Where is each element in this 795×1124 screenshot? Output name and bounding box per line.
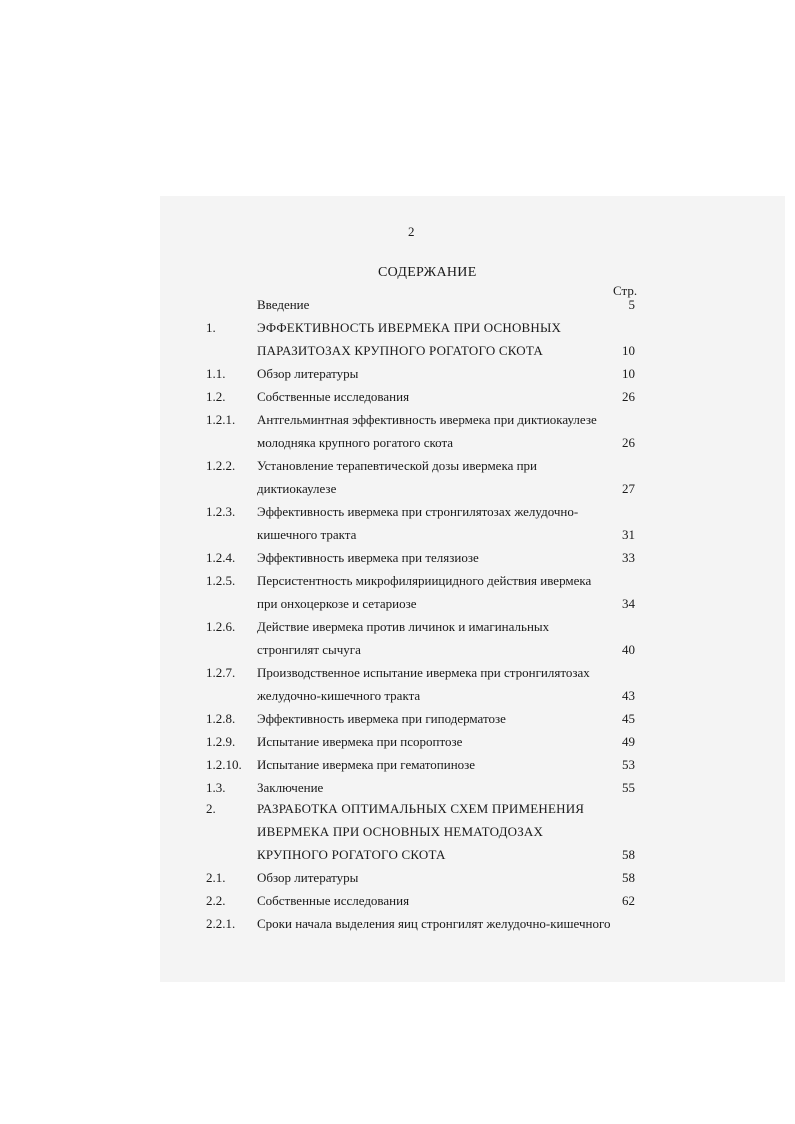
toc-entry-title: Обзор литературы xyxy=(257,870,359,885)
toc-entry xyxy=(0,709,795,729)
toc-entry-title: КРУПНОГО РОГАТОГО СКОТА xyxy=(257,847,446,862)
toc-entry-number: 1.2.3. xyxy=(206,504,236,519)
toc-entry xyxy=(0,433,795,453)
toc-entry-title: Собственные исследования xyxy=(257,893,410,908)
toc-entry-title: Действие ивермека против личинок и имагинальных xyxy=(257,619,550,634)
page-number: 2 xyxy=(408,224,415,239)
toc-entry xyxy=(0,387,795,407)
toc-entry-title: Испытание ивермека при псороптозе xyxy=(257,734,463,749)
toc-entry xyxy=(0,364,795,384)
page-column-header: Стр. xyxy=(613,283,638,298)
toc-entry xyxy=(0,663,795,683)
toc-entry-title: ИВЕРМЕКА ПРИ ОСНОВНЫХ НЕМАТОДОЗАХ xyxy=(257,824,544,839)
toc-entry-title: Эффективность ивермека при гиподерматозе xyxy=(257,711,506,726)
toc-entry-title: ПАРАЗИТОЗАХ КРУПНОГО РОГАТОГО СКОТА xyxy=(257,343,543,358)
toc-entry-number: 2. xyxy=(206,801,216,816)
toc-entry-number: 1.2.6. xyxy=(206,619,236,634)
toc-entry xyxy=(0,845,795,865)
toc-entry-page: 49 xyxy=(622,734,635,749)
toc-entry xyxy=(0,295,795,315)
toc-entry-title: Эффективность ивермека при стронгилятозах желудочно- xyxy=(257,504,579,519)
toc-entry xyxy=(0,548,795,568)
toc-entry-title: Введение xyxy=(257,297,310,312)
toc-entry-title: кишечного тракта xyxy=(257,527,357,542)
toc-entry-page: 26 xyxy=(622,389,635,404)
toc-entry-number: 1.2.9. xyxy=(206,734,236,749)
toc-entry xyxy=(0,914,795,934)
toc-entry-page: 34 xyxy=(622,596,635,611)
toc-entry-page: 55 xyxy=(622,780,635,795)
toc-entry-number: 1.1. xyxy=(206,366,226,381)
toc-entry-page: 10 xyxy=(622,343,635,358)
toc-entry xyxy=(0,617,795,637)
toc-entry-number: 2.2.1. xyxy=(206,916,236,931)
toc-entry-title: стронгилят сычуга xyxy=(257,642,361,657)
toc-entry-page: 53 xyxy=(622,757,635,772)
toc-entry-page: 62 xyxy=(622,893,635,908)
toc-entry-page: 58 xyxy=(622,847,635,862)
toc-entry-page: 5 xyxy=(628,297,635,312)
toc-entry xyxy=(0,778,795,798)
toc-entry-title: желудочно-кишечного тракта xyxy=(257,688,421,703)
toc-entry-number: 1.2.1. xyxy=(206,412,236,427)
toc-entry-number: 1.2.10. xyxy=(206,757,242,772)
toc-entry-title: Установление терапевтической дозы ивермека при xyxy=(257,458,538,473)
toc-entry xyxy=(0,594,795,614)
toc-entry xyxy=(0,525,795,545)
toc-entry-title: Заключение xyxy=(257,780,324,795)
toc-entry-title: Антгельминтная эффективность ивермека при диктиокаулезе xyxy=(257,412,597,427)
toc-entry xyxy=(0,479,795,499)
toc-entry-page: 43 xyxy=(622,688,635,703)
toc-entry-title: Сроки начала выделения яиц стронгилят желудочно-кишечного xyxy=(257,916,611,931)
toc-entry-number: 1.2.5. xyxy=(206,573,236,588)
toc-title: СОДЕРЖАНИЕ xyxy=(378,265,477,280)
toc-entry-title: Собственные исследования xyxy=(257,389,410,404)
toc-entry xyxy=(0,456,795,476)
toc-entry-number: 1.3. xyxy=(206,780,226,795)
toc-entry xyxy=(0,755,795,775)
toc-entry xyxy=(0,571,795,591)
toc-entry xyxy=(0,868,795,888)
toc-entry-page: 45 xyxy=(622,711,635,726)
toc-entry xyxy=(0,318,795,338)
toc-entry-number: 2.1. xyxy=(206,870,226,885)
toc-entry-title: при онхоцеркозе и сетариозе xyxy=(257,596,417,611)
toc-entry xyxy=(0,640,795,660)
toc-entry-title: ЭФФЕКТИВНОСТЬ ИВЕРМЕКА ПРИ ОСНОВНЫХ xyxy=(257,320,562,335)
toc-entry-title: Испытание ивермека при гематопинозе xyxy=(257,757,476,772)
toc-entry-number: 1. xyxy=(206,320,216,335)
toc-entry-number: 1.2. xyxy=(206,389,226,404)
toc-entry-page: 26 xyxy=(622,435,635,450)
toc-entry xyxy=(0,732,795,752)
toc-entry-title: Обзор литературы xyxy=(257,366,359,381)
toc-entry-number: 1.2.7. xyxy=(206,665,236,680)
toc-entry-page: 10 xyxy=(622,366,635,381)
toc-entry-title: Производственное испытание ивермека при стронгилятозах xyxy=(257,665,590,680)
toc-entry-page: 58 xyxy=(622,870,635,885)
toc-entry xyxy=(0,341,795,361)
toc-entry-title: РАЗРАБОТКА ОПТИМАЛЬНЫХ СХЕМ ПРИМЕНЕНИЯ xyxy=(257,801,585,816)
toc-entry xyxy=(0,822,795,842)
toc-entry xyxy=(0,502,795,522)
toc-entry xyxy=(0,799,795,819)
toc-entry-number: 1.2.4. xyxy=(206,550,236,565)
toc-entry xyxy=(0,891,795,911)
toc-entry xyxy=(0,410,795,430)
toc-entry-title: Эффективность ивермека при телязиозе xyxy=(257,550,479,565)
toc-entry-page: 31 xyxy=(622,527,635,542)
toc-entry-page: 33 xyxy=(622,550,635,565)
toc-entry-title: диктиокаулезе xyxy=(257,481,337,496)
toc-entry-page: 27 xyxy=(622,481,635,496)
toc-entry-title: молодняка крупного рогатого скота xyxy=(257,435,454,450)
toc-entry-number: 2.2. xyxy=(206,893,226,908)
toc-entry-title: Персистентность микрофиляриицидного действия ивермека xyxy=(257,573,592,588)
toc-entry-number: 1.2.8. xyxy=(206,711,236,726)
toc-entry-number: 1.2.2. xyxy=(206,458,236,473)
toc-entry xyxy=(0,686,795,706)
toc-entry-page: 40 xyxy=(622,642,635,657)
